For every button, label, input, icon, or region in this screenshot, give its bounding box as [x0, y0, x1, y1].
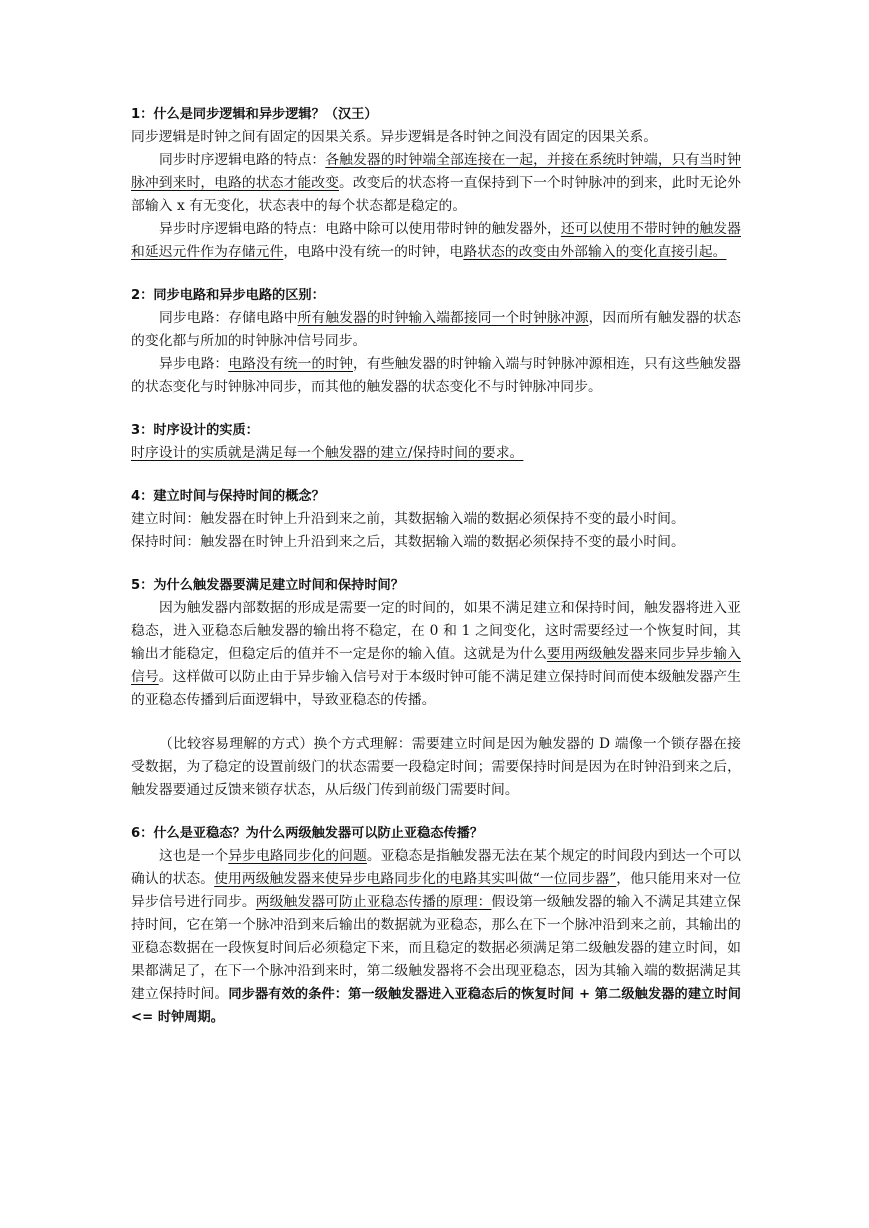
- section-3-heading: 3：时序设计的实质：: [131, 423, 259, 438]
- s6-p1-underlined-2: 使用两级触发器来使异步电路同步化的电路其实叫做“一位同步器”: [214, 871, 617, 887]
- spacer: [131, 554, 741, 575]
- s5-p1-text-b: 。这样做可以防止由于异步输入信号对于本级时钟可能不满足建立保持时间而使本级触发器产生的亚稳态传播到后面逻辑中，导致亚稳态的传播。: [131, 669, 741, 708]
- s6-p1-text-a: 这也是一个: [159, 848, 229, 864]
- section-3-para-1: [131, 442, 741, 465]
- s1-p3-text-b: ，电路中没有统一的时钟，电: [283, 244, 464, 260]
- spacer: [131, 465, 741, 486]
- s2-p2-text-a: 异步电路：: [159, 356, 229, 372]
- section-3: [131, 420, 741, 465]
- s6-p1-underlined-1: 异步电路同步化的问题: [228, 848, 367, 864]
- section-5-heading: 5：为什么触发器要满足建立时间和保持时间？: [131, 578, 404, 593]
- s5-p1-underlined: 要用两级触发器来同步异步输入信号: [131, 646, 741, 685]
- section-6-heading: 6：什么是亚稳态？为什么两级触发器可以防止亚稳态传播？: [131, 826, 484, 841]
- s2-p2-underlined: 电路没有统一的时钟: [228, 356, 354, 372]
- s2-p2-text-b: ，有些触发器的时钟输入端与时钟脉冲源相连，只有这些触发器的状态变化与时钟脉冲同步，而其他的触发器的状态变化不与时钟脉冲同步。: [131, 356, 742, 395]
- section-5: [131, 575, 741, 802]
- s1-p2-text-a: 同步时序逻辑电路的特点：: [159, 152, 326, 168]
- section-1-para-1: 同步逻辑是时钟之间有固定的因果关系。异步逻辑是各时钟之间没有固定的因果关系。: [131, 129, 658, 145]
- section-4-heading: 4：建立时间与保持时间的概念？: [131, 489, 325, 504]
- section-4-para-1: 建立时间：触发器在时钟上升沿到来之前，其数据输入端的数据必须保持不变的最小时间。: [131, 511, 685, 527]
- s1-p3-underlined-2: 路状态的改变由外部输入的变化直接引起。: [463, 244, 727, 260]
- s6-p1-bold-conclusion: 同步器有效的条件：第一级触发器进入亚稳态后的恢复时间 + 第二级触发器的建立时间 <= 时钟周期。: [131, 987, 741, 1025]
- section-5-para-1: [131, 597, 741, 712]
- s6-p1-underlined-3: 两级触发器可防止亚稳态传播的原理：: [255, 894, 492, 910]
- s5-p1-text-a: 因为触发器内部数据的形成是需要一定的时间的，如果不满足建立和保持时间，触发器将进入亚稳态，进入亚稳态后触发器的输出将不稳定，在 0 和 1 之间变化，这时需要经过一个恢复时间，其输出才能稳定，但稳定后的值并不一定是你的输入值。这就是为什么: [131, 600, 741, 662]
- section-6: [131, 823, 741, 1029]
- s1-p2-text-b: 。改变后的状态将一直保持到下一个时钟脉冲的到来，此时无论外部输入 x 有无变化，状态表中的每个状态都是稳定的。: [131, 175, 742, 214]
- document-page: [131, 104, 741, 1029]
- s6-p1-text-b: 。亚稳态是指触发器无法在某个规定的时间段内到达一个可以确认的状态。: [131, 848, 742, 887]
- section-4: [131, 486, 741, 554]
- section-2-para-1: [131, 307, 741, 353]
- s6-p1-text-d: 假设第一级触发器的输入不满足其建立保持时间，它在第一个脉冲沿到来后输出的数据就为亚稳态，那么在下一个脉冲沿到来之前，其输出的亚稳态数据在一段恢复时间后必须稳定下来，而且稳定的数据必须满足第二级触发器的建立时间，如果都满足了，在下一个脉冲沿到来时，第二级触发器将不会出现亚稳态，因为其输入端的数据满足其建立保持时间。: [131, 894, 741, 1002]
- s1-p3-underlined-1: 还可以使用不带时钟的触发器和延迟元件作为存储元件: [131, 221, 741, 260]
- section-1-para-2: [131, 149, 741, 218]
- spacer: [131, 264, 741, 285]
- s1-p3-text-a: 异步时序逻辑电路的特点：电路中除可以使用带时钟的触发器外，: [159, 221, 561, 237]
- spacer: [131, 399, 741, 420]
- section-2: [131, 285, 741, 399]
- spacer: [131, 802, 741, 823]
- section-5-para-2: （比较容易理解的方式）换个方式理解：需要建立时间是因为触发器的 D 端像一个锁存器在接受数据，为了稳定的设置前级门的状态需要一段稳定时间；需要保持时间是因为在时钟沿到来之后，触发器要通过反馈来锁存状态，从后级门传到前级门需要时间。: [131, 736, 741, 798]
- s6-p1-text-c: ，他只能用来对一位异步信号进行同步。: [131, 871, 741, 910]
- s2-p1-text-b: ，因而所有触发器的状态的变化都与所加的时钟脉冲信号同步。: [131, 310, 741, 349]
- s3-p1-underlined: 时序设计的实质就是满足每一个触发器的建立/保持时间的要求。: [131, 445, 524, 461]
- s1-p2-underlined: 各触发器的时钟端全部连接在一起，并接在系统时钟端，只有当时钟脉冲到来时，电路的状态才能改变: [131, 152, 741, 191]
- section-4-para-2: 保持时间：触发器在时钟上升沿到来之后，其数据输入端的数据必须保持不变的最小时间。: [131, 534, 685, 550]
- spacer: [131, 712, 741, 733]
- s2-p1-text-a: 同步电路：存储电路中: [159, 310, 298, 326]
- s2-p1-underlined: 所有触发器的时钟输入端都接同一个时钟脉冲源: [297, 310, 589, 326]
- section-1-heading: 1：什么是同步逻辑和异步逻辑？（汉王）: [131, 107, 378, 122]
- section-6-para-1: [131, 845, 741, 1029]
- section-2-heading: 2：同步电路和异步电路的区别：: [131, 288, 325, 303]
- section-1-para-3: [131, 218, 741, 264]
- section-2-para-2: [131, 353, 741, 399]
- section-1: [131, 104, 741, 264]
